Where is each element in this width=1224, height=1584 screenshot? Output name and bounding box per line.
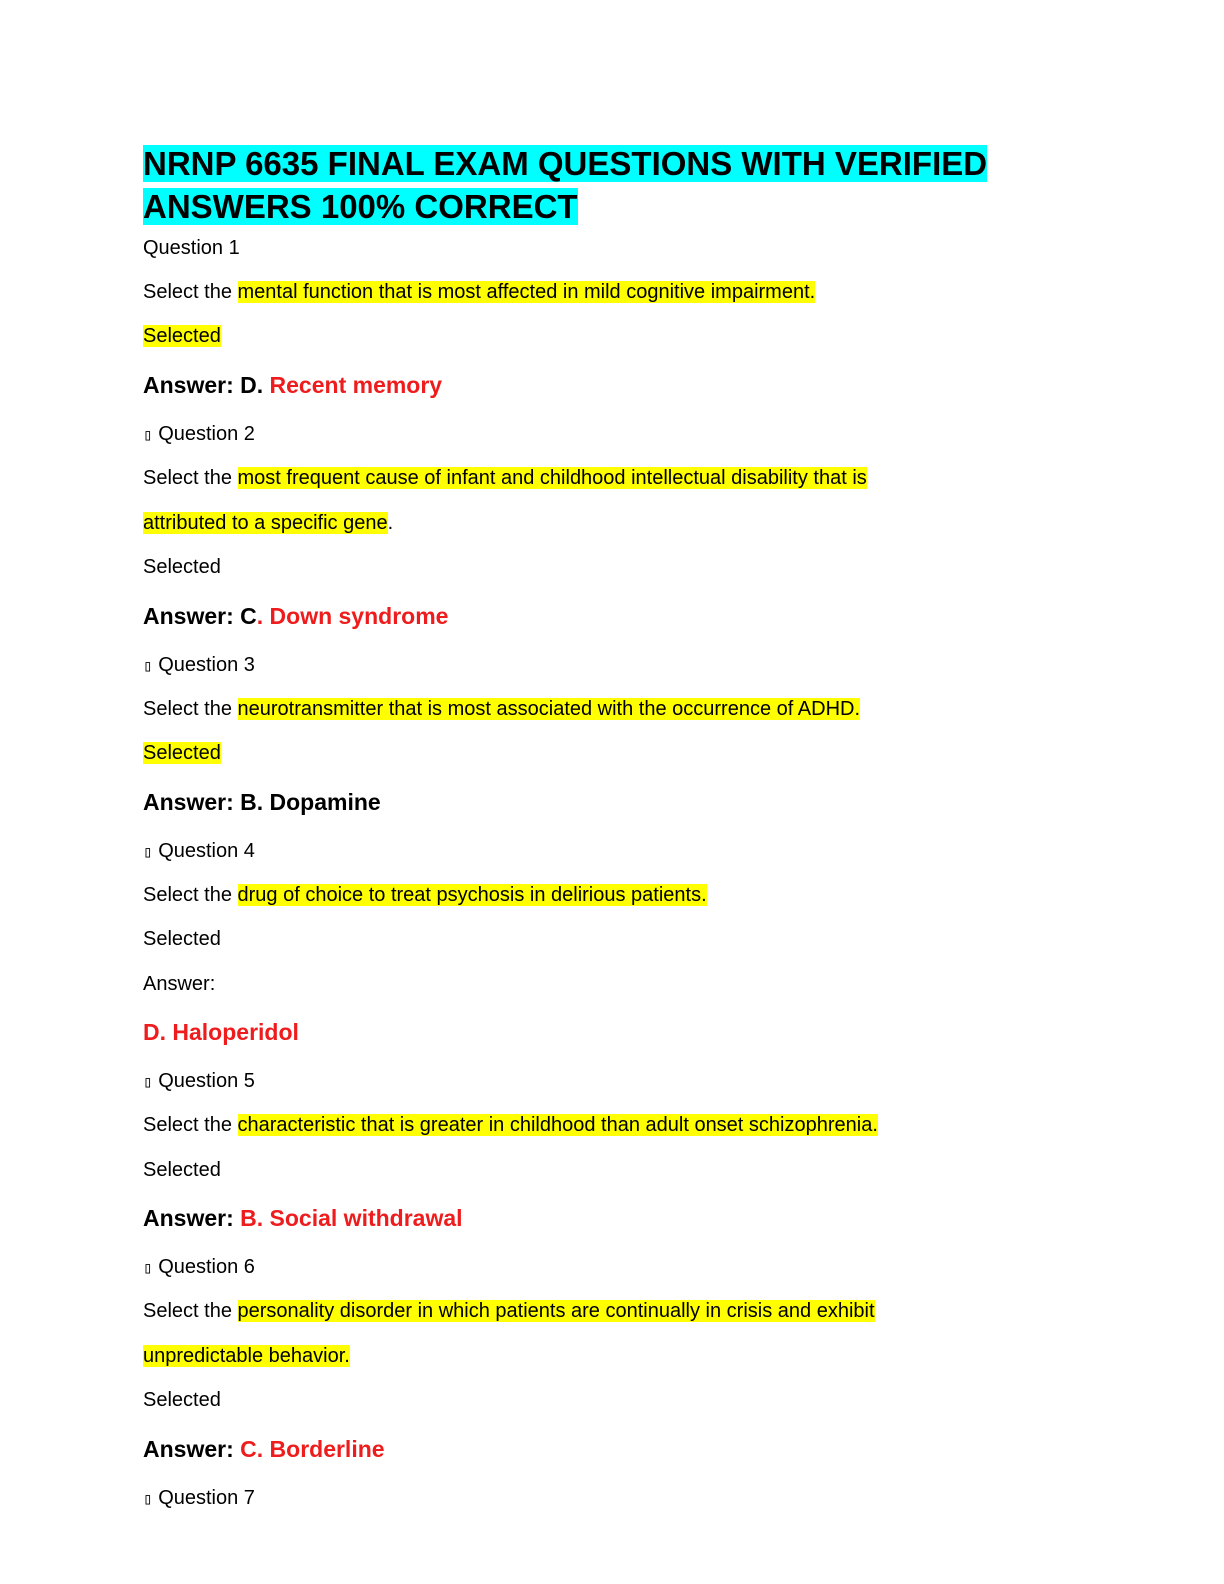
page-title-line-2 [143, 186, 578, 228]
question-3-selected: Selected [143, 742, 221, 764]
missing-glyph-icon: ▯ [143, 842, 153, 861]
question-2-label: ▯ Question 2 [143, 423, 255, 445]
page-title [143, 143, 987, 185]
title-line-2: ANSWERS 100% CORRECT [143, 188, 578, 225]
question-6-label: ▯ Question 6 [143, 1256, 255, 1278]
question-6-prompt-cont: unpredictable behavior. [143, 1345, 350, 1367]
question-5-prompt: Select the characteristic that is greater in childhood than adult onset schizophrenia. [143, 1114, 878, 1136]
question-3-highlight: neurotransmitter that is most associated with the occurrence of ADHD. [237, 698, 861, 720]
missing-glyph-icon: ▯ [143, 1489, 153, 1508]
question-4-answer-value: D. Haloperidol [143, 1019, 299, 1045]
question-2-selected: Selected [143, 556, 221, 578]
question-6-highlight: personality disorder in which patients are continually in crisis and exhibit [237, 1300, 875, 1322]
question-6-prompt: Select the personality disorder in which patients are continually in crisis and exhibit [143, 1300, 875, 1322]
question-1-prompt: Select the mental function that is most affected in mild cognitive impairment. [143, 281, 816, 303]
question-1-selected: Selected [143, 325, 221, 347]
question-4-selected: Selected [143, 928, 221, 950]
question-6-answer: Answer: C. Borderline [143, 1436, 385, 1462]
missing-glyph-icon: ▯ [143, 656, 153, 675]
question-5-answer-value: B. Social withdrawal [240, 1205, 463, 1231]
question-4-highlight: drug of choice to treat psychosis in delirious patients. [237, 884, 707, 906]
question-2-prompt: Select the most frequent cause of infant and childhood intellectual disability that is [143, 467, 867, 489]
question-3-label: ▯ Question 3 [143, 654, 255, 676]
question-5-answer: Answer: B. Social withdrawal [143, 1205, 463, 1231]
question-2-answer-value: . Down syndrome [256, 603, 449, 629]
question-2-highlight: most frequent cause of infant and childhood intellectual disability that is [237, 467, 867, 489]
question-4-label: ▯ Question 4 [143, 840, 255, 862]
question-4-prompt: Select the drug of choice to treat psychosis in delirious patients. [143, 884, 707, 906]
question-2-answer: Answer: C. Down syndrome [143, 603, 449, 629]
question-1-answer-value: Recent memory [269, 372, 443, 398]
question-5-label: ▯ Question 5 [143, 1070, 255, 1092]
title-line-1: NRNP 6635 FINAL EXAM QUESTIONS WITH VERIFIED [143, 145, 988, 182]
missing-glyph-icon: ▯ [143, 1072, 153, 1091]
question-4-answer-label: Answer: [143, 973, 216, 995]
question-5-highlight: characteristic that is greater in childhood than adult onset schizophrenia. [237, 1114, 878, 1136]
question-7-label: ▯ Question 7 [143, 1487, 255, 1509]
question-3-prompt: Select the neurotransmitter that is most associated with the occurrence of ADHD. [143, 698, 861, 720]
missing-glyph-icon: ▯ [143, 1258, 153, 1277]
missing-glyph-icon: ▯ [143, 425, 153, 444]
question-6-answer-value: C. Borderline [240, 1436, 385, 1462]
question-1-label: Question 1 [143, 237, 240, 259]
question-1-highlight: mental function that is most affected in mild cognitive impairment. [237, 281, 816, 303]
question-6-selected: Selected [143, 1389, 221, 1411]
question-2-prompt-cont: attributed to a specific gene. [143, 512, 394, 534]
question-5-selected: Selected [143, 1159, 221, 1181]
question-3-answer: Answer: B. Dopamine [143, 789, 381, 815]
question-1-answer: Answer: D. Recent memory [143, 372, 443, 398]
